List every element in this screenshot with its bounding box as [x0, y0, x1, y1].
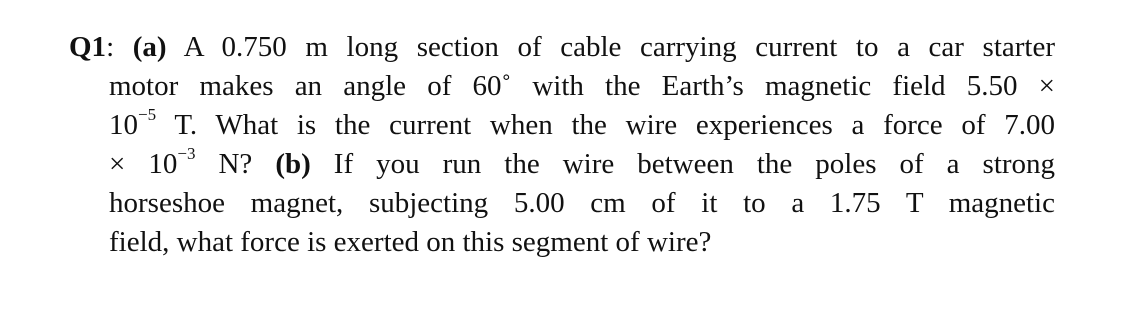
force-unit: N? — [218, 148, 253, 180]
question-text-line-1: A 0.750 m long section of cable carrying current to a car starter — [183, 31, 1056, 63]
magnetic-field-exponent: −5 — [138, 105, 157, 125]
question-text-line-4: If you run the wire between the poles of a strong — [333, 148, 1056, 180]
question-line-6 — [69, 223, 1055, 262]
question-text-line-3: T. What is the current when the wire experiences a force of 7.00 — [174, 109, 1055, 141]
part-a-label: (a) — [132, 31, 167, 63]
force-base: × 10 — [109, 148, 178, 180]
magnetic-field-base: 10 — [109, 109, 138, 141]
question-text-line-5: horseshoe magnet, subjecting 5.00 cm of it to a 1.75 T magnetic — [109, 187, 1055, 219]
question-line-3 — [69, 106, 1055, 145]
part-b-label: (b) — [275, 148, 311, 180]
question-colon: : — [106, 31, 115, 63]
force-exponent: −3 — [177, 144, 196, 164]
question-text-line-6: field, what force is exerted on this segment of wire? — [109, 226, 712, 258]
question-number: Q1 — [69, 31, 107, 63]
question-line-2 — [69, 67, 1055, 106]
question-line-5 — [69, 184, 1055, 223]
question-q1 — [69, 28, 1055, 262]
question-text-line-2: motor makes an angle of 60˚ with the Earth’s magnetic field 5.50 × — [109, 70, 1055, 102]
question-line-4 — [69, 145, 1055, 184]
question-line-1 — [69, 28, 1055, 67]
